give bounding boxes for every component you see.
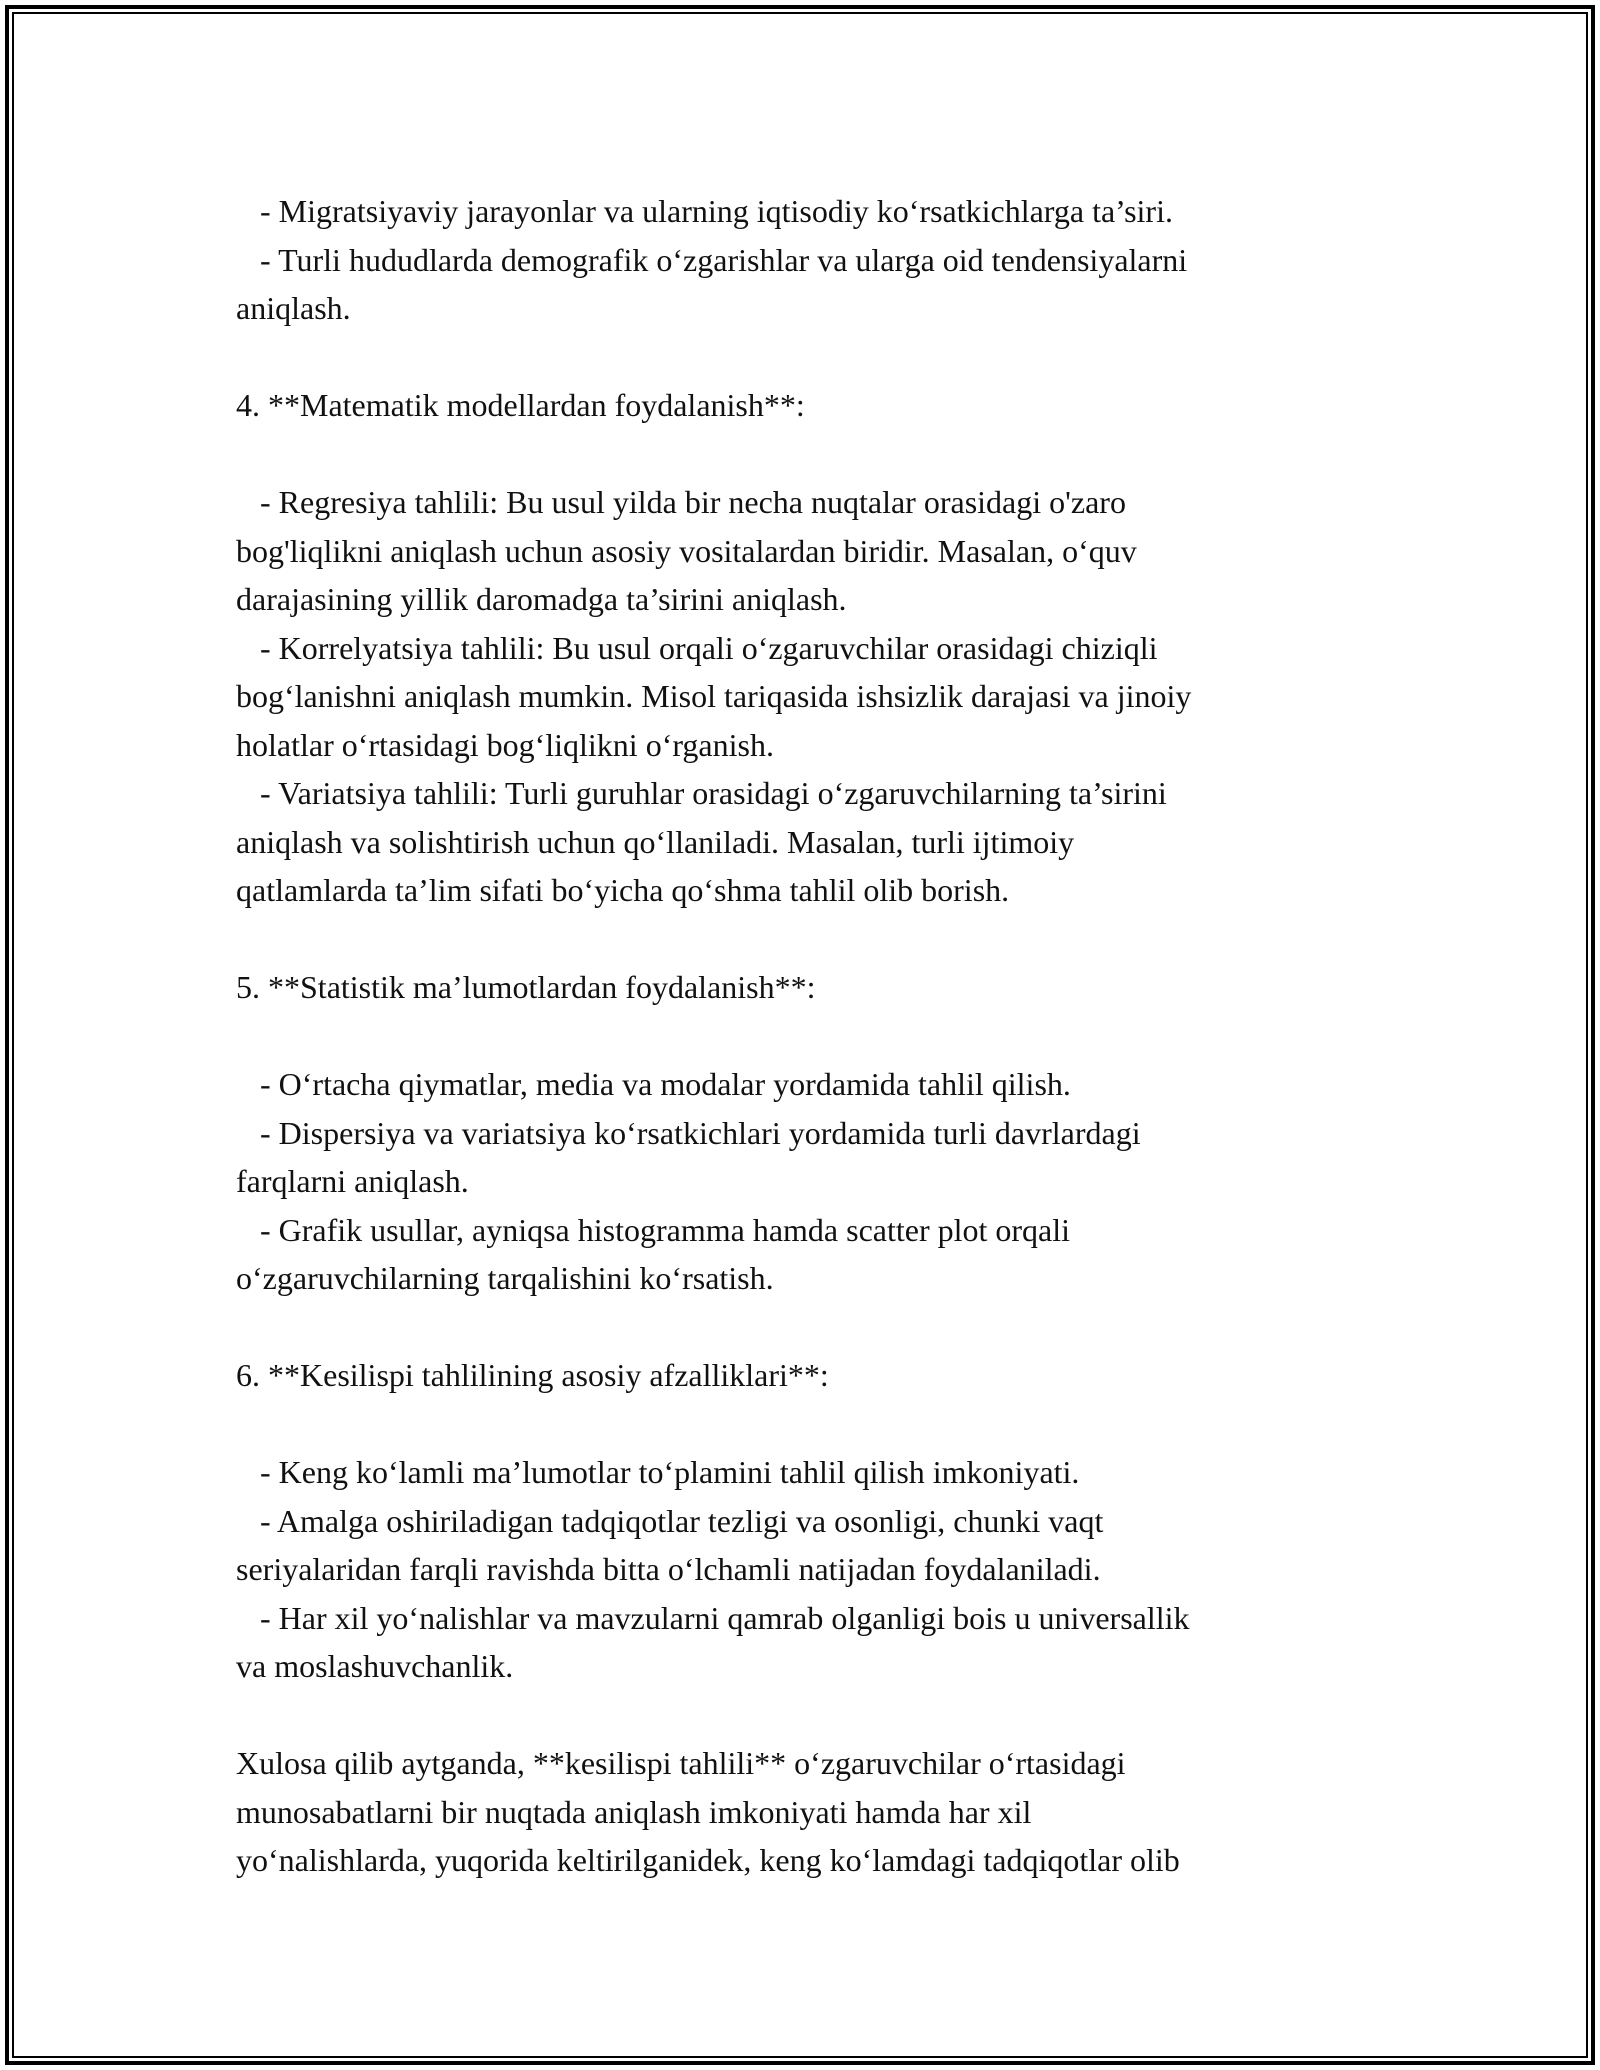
bullet bbox=[236, 1448, 1356, 1497]
text-line: - Korrelyatsiya tahlili: Bu usul orqali o‘zgaruvchilar orasidagi chiziqli bbox=[236, 629, 1158, 666]
text-line: - Migratsiyaviy jarayonlar va ularning iqtisodiy ko‘rsatkichlarga ta’siri. bbox=[236, 193, 1173, 229]
text-line: - Turli hududlarda demografik o‘zgarishlar va ularga oid tendensiyalarni bbox=[236, 241, 1188, 278]
bullet bbox=[236, 1594, 1356, 1691]
bullet bbox=[236, 1109, 1356, 1206]
text-line: - Dispersiya va variatsiya ko‘rsatkichlari yordamida turli davrlardagi bbox=[236, 1114, 1141, 1151]
blank-line bbox=[236, 1691, 1356, 1740]
blank-line bbox=[236, 430, 1356, 479]
bullet bbox=[236, 1206, 1356, 1303]
text-line: aniqlash. bbox=[236, 290, 351, 326]
blank-line bbox=[236, 1012, 1356, 1061]
text-line: seriyalaridan farqli ravishda bitta o‘lchamli natijadan foydalaniladi. bbox=[236, 1551, 1101, 1587]
text-line: - Regresiya tahlili: Bu usul yilda bir necha nuqtalar orasidagi o'zaro bbox=[236, 484, 1126, 520]
text-line: farqlarni aniqlash. bbox=[236, 1163, 469, 1199]
bullet bbox=[236, 1060, 1356, 1109]
blank-line bbox=[236, 915, 1356, 964]
section-heading: 4. **Matematik modellardan foydalanish**: bbox=[236, 387, 805, 423]
bullet bbox=[236, 478, 1356, 624]
text-line: - Variatsiya tahlili: Turli guruhlar orasidagi o‘zgaruvchilarning ta’sirini bbox=[236, 775, 1167, 811]
blank-line bbox=[236, 1400, 1356, 1449]
bullet bbox=[236, 1497, 1356, 1594]
text-line: bog'liqlikni aniqlash uchun asosiy vositalardan biridir. Masalan, o‘quv bbox=[236, 532, 1137, 569]
section-heading: 6. **Kesilispi tahlilining asosiy afzalliklari**: bbox=[236, 1357, 829, 1393]
section-statistik-malumotlar bbox=[236, 963, 1356, 1303]
section-matematik-modellar bbox=[236, 381, 1356, 915]
text-line: Xulosa qilib aytganda, **kesilispi tahlili** o‘zgaruvchilar o‘rtasidagi bbox=[236, 1745, 1126, 1781]
text-line: va moslashuvchanlik. bbox=[236, 1648, 514, 1684]
intro-bullet bbox=[236, 187, 1356, 236]
bullet bbox=[236, 624, 1356, 770]
text-line: holatlar o‘rtasidagi bog‘liqlikni o‘rganish. bbox=[236, 726, 774, 763]
blank-line bbox=[236, 1303, 1356, 1352]
intro-bullet-list bbox=[236, 187, 1356, 333]
bullet bbox=[236, 769, 1356, 915]
text-line: - Har xil yo‘nalishlar va mavzularni qamrab olganligi bois u universallik bbox=[236, 1599, 1190, 1636]
text-line: aniqlash va solishtirish uchun qo‘llaniladi. Masalan, turli ijtimoiy bbox=[236, 823, 1075, 860]
text-line: - Keng ko‘lamli ma’lumotlar to‘plamini tahlil qilish imkoniyati. bbox=[236, 1454, 1080, 1490]
text-line: - Grafik usullar, ayniqsa histogramma hamda scatter plot orqali bbox=[236, 1211, 1071, 1248]
blank-line bbox=[236, 333, 1356, 382]
text-line: - Amalga oshiriladigan tadqiqotlar tezligi va osonligi, chunki vaqt bbox=[236, 1502, 1104, 1539]
intro-bullet bbox=[236, 236, 1356, 333]
text-line: - O‘rtacha qiymatlar, media va modalar yordamida tahlil qilish. bbox=[236, 1066, 1071, 1102]
section-kesilispi-afzalliklari bbox=[236, 1351, 1356, 1691]
section-heading: 5. **Statistik ma’lumotlardan foydalanish**: bbox=[236, 969, 816, 1005]
document-body bbox=[236, 187, 1356, 1885]
text-line: darajasining yillik daromadga ta’sirini aniqlash. bbox=[236, 581, 847, 617]
text-line: yo‘nalishlarda, yuqorida keltirilganidek, keng ko‘lamdagi tadqiqotlar olib bbox=[236, 1842, 1180, 1878]
text-line: qatlamlarda ta’lim sifati bo‘yicha qo‘shma tahlil olib borish. bbox=[236, 872, 1010, 908]
text-line: bog‘lanishni aniqlash mumkin. Misol tariqasida ishsizlik darajasi va jinoiy bbox=[236, 678, 1192, 714]
text-line: o‘zgaruvchilarning tarqalishini ko‘rsatish. bbox=[236, 1260, 774, 1296]
conclusion-paragraph bbox=[236, 1739, 1356, 1885]
text-line: munosabatlarni bir nuqtada aniqlash imkoniyati hamda har xil bbox=[236, 1793, 1032, 1830]
